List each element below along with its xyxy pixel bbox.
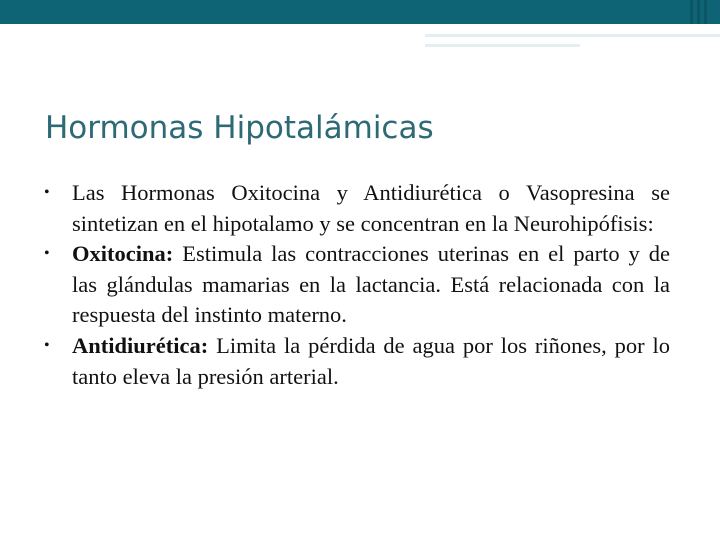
bullet-item: [44, 331, 670, 392]
bullet-item: [44, 239, 670, 331]
bullet-item: [44, 178, 670, 239]
bullet-list: [44, 178, 670, 392]
header-band-stripe: [704, 0, 707, 24]
slide-title: Hormonas Hipotalámicas: [45, 110, 434, 146]
decorative-rule: [425, 44, 580, 47]
bullet-text: Limita la pérdida de agua por los riñones, por lo tanto eleva la presión arterial.: [72, 332, 670, 389]
decorative-rule: [425, 34, 720, 37]
bullet-icon: •: [44, 184, 50, 201]
bullet-text: Las Hormonas Oxitocina y Antidiurética o Vasopresina se sintetizan en el hipotalamo y se concentran en la Neurohipófisis:: [72, 180, 670, 236]
bullet-icon: •: [44, 336, 50, 354]
header-band-stripe: [697, 0, 700, 24]
bullet-lead-term: Oxitocina:: [72, 241, 174, 267]
bullet-lead-term: Antidiurética:: [72, 332, 209, 358]
header-band-stripe: [690, 0, 693, 24]
bullet-text: Estimula las contracciones uterinas en el parto y de las glándulas mamarias en la lactancia. Está relacionada con la respuesta del instinto materno.: [72, 241, 670, 328]
header-band: [0, 0, 720, 24]
bullet-icon: •: [44, 245, 50, 263]
